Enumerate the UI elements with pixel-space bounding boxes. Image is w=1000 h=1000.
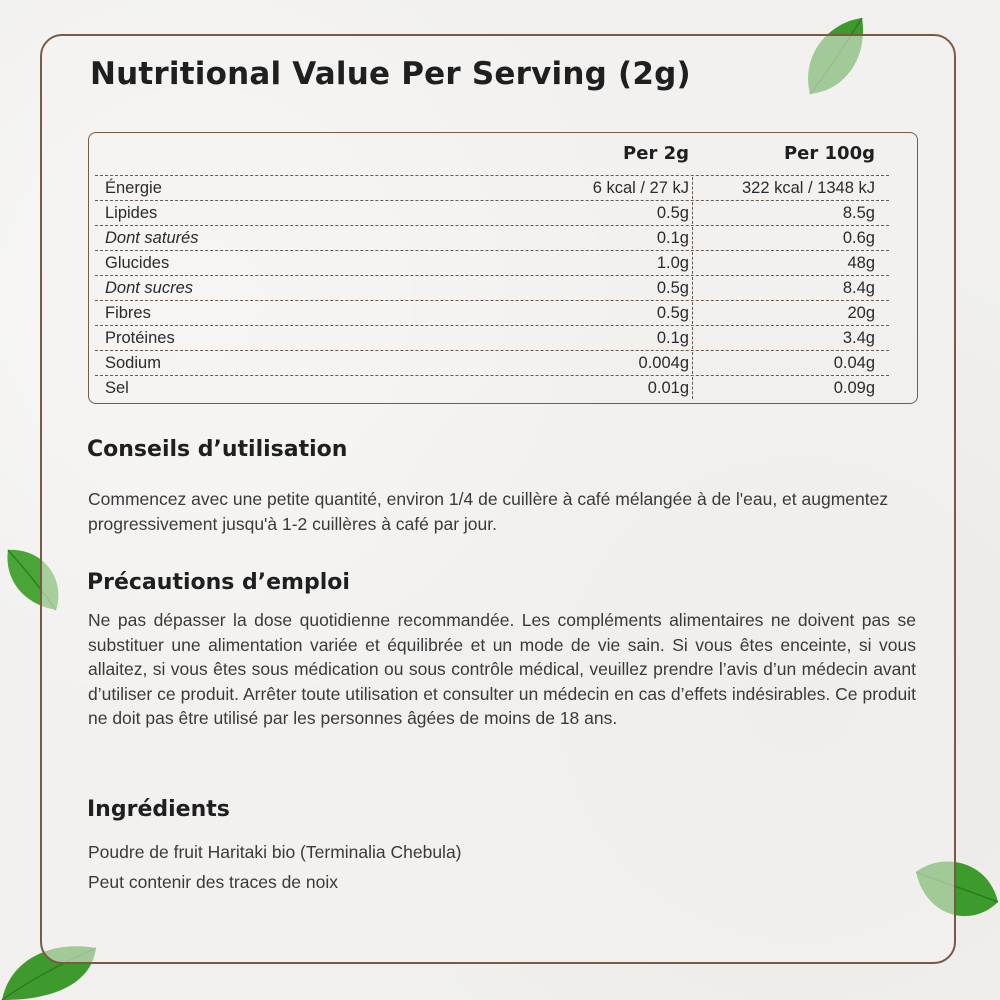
nutrition-table-header	[89, 143, 917, 173]
table-row	[89, 250, 917, 275]
row-label: Dont saturés	[105, 229, 199, 247]
value-per-serving: 0.01g	[647, 379, 689, 397]
value-per-100g: 322 kcal / 1348 kJ	[742, 179, 875, 197]
value-per-serving: 0.1g	[656, 229, 689, 247]
table-row	[89, 375, 917, 400]
value-per-serving: 6 kcal / 27 kJ	[592, 179, 689, 197]
nutrition-rows	[89, 175, 917, 400]
value-per-serving: 0.5g	[656, 204, 689, 222]
column-divider	[692, 227, 693, 249]
row-label: Glucides	[105, 254, 170, 272]
value-per-100g: 0.6g	[842, 229, 875, 247]
table-row	[89, 175, 917, 200]
precautions-heading: Précautions d’emploi	[87, 570, 350, 595]
ingredients-heading: Ingrédients	[87, 797, 230, 822]
table-row	[89, 300, 917, 325]
row-label: Protéines	[105, 329, 175, 347]
column-divider	[692, 302, 693, 324]
row-label: Lipides	[105, 204, 158, 222]
ingredients-line-1: Poudre de fruit Haritaki bio (Terminalia Chebula)	[88, 842, 462, 862]
column-divider	[692, 177, 693, 199]
row-label: Énergie	[105, 179, 162, 197]
column-divider	[692, 277, 693, 299]
value-per-100g: 8.5g	[842, 204, 875, 222]
table-row	[89, 200, 917, 225]
value-per-100g: 48g	[847, 254, 875, 272]
value-per-100g: 0.04g	[833, 354, 875, 372]
table-row	[89, 350, 917, 375]
value-per-serving: 0.1g	[656, 329, 689, 347]
value-per-100g: 20g	[847, 304, 875, 322]
column-header-per-100g: Per 100g	[783, 143, 875, 164]
column-divider	[692, 202, 693, 224]
row-label: Dont sucres	[105, 279, 194, 297]
value-per-serving: 0.5g	[656, 304, 689, 322]
column-divider	[692, 352, 693, 374]
table-row	[89, 275, 917, 300]
value-per-100g: 8.4g	[842, 279, 875, 297]
nutrition-table	[88, 132, 918, 404]
precautions-text: Ne pas dépasser la dose quotidienne recommandée. Les compléments alimentaires ne doivent pas se substituer une alimentation variée et équilibrée et un mode de vie sain. Si vous êtes enceinte, si vous allaitez, si vous êtes sous médication ou sous contrôle médical, veuillez prendre l’avis d’un médecin avant d’utiliser ce produit. Arrêter toute utilisation et consulter un médecin en cas d’effets indésirables. Ce produit ne doit pas être utilisé par les personnes âgées de moins de 18 ans.	[88, 610, 916, 728]
column-divider	[692, 252, 693, 274]
row-label: Sodium	[105, 354, 161, 372]
row-label: Sel	[105, 379, 129, 397]
row-label: Fibres	[105, 304, 151, 322]
column-divider	[692, 327, 693, 349]
value-per-100g: 0.09g	[833, 379, 875, 397]
usage-text: Commencez avec une petite quantité, environ 1/4 de cuillère à café mélangée à de l'eau, et augmentez progressivement jusqu'à 1-2 cuillères à café par jour.	[88, 489, 889, 534]
value-per-100g: 3.4g	[842, 329, 875, 347]
page-title: Nutritional Value Per Serving (2g)	[90, 56, 691, 92]
table-row	[89, 325, 917, 350]
ingredients-line-2: Peut contenir des traces de noix	[88, 872, 339, 892]
usage-heading: Conseils d’utilisation	[87, 437, 348, 462]
column-divider	[692, 377, 693, 399]
value-per-serving: 0.5g	[656, 279, 689, 297]
value-per-serving: 0.004g	[638, 354, 689, 372]
column-header-per-serving: Per 2g	[623, 143, 689, 164]
value-per-serving: 1.0g	[656, 254, 689, 272]
table-row	[89, 225, 917, 250]
